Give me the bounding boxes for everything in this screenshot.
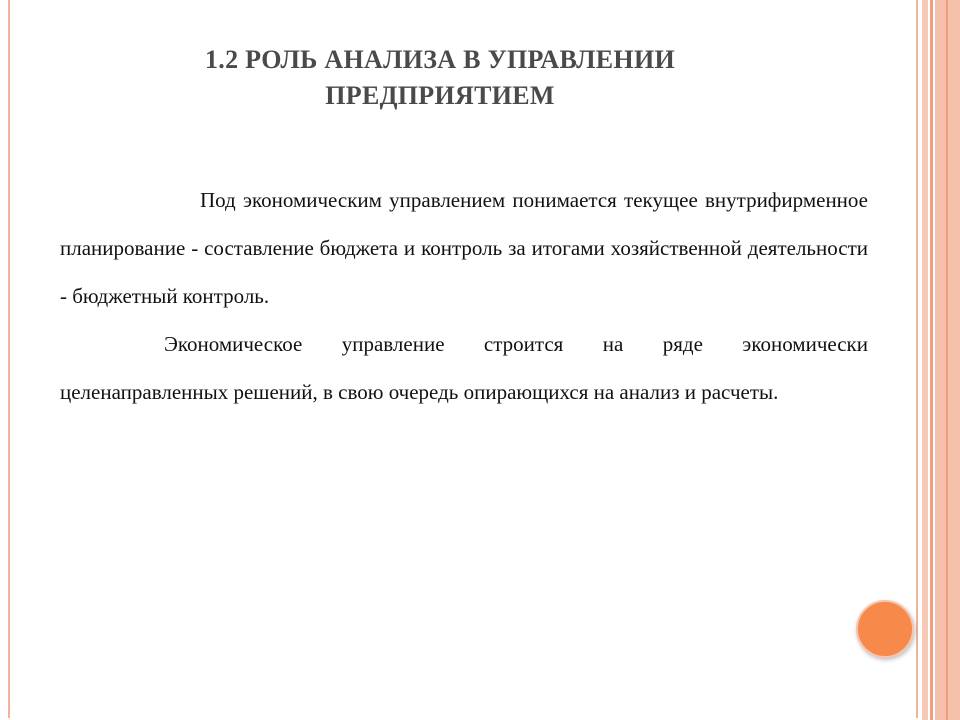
decorative-stripe <box>922 0 928 720</box>
decorative-stripe <box>930 0 933 720</box>
paragraph-economic-management-decisions: Экономическое управление строится на ряде экономически целенаправленных решений, в свою очередь опирающихся на анализ и расчеты. <box>60 332 868 404</box>
paragraph-economic-management-definition: Под экономическим управлением понимается текущее внутрифирменное планирование - составление бюджета и контроль за итогами хозяйственной деятельности - бюджетный контроль. <box>60 188 868 308</box>
slide-title: 1.2 РОЛЬ АНАЛИЗА В УПРАВЛЕНИИ ПРЕДПРИЯТИЕМ <box>204 45 675 110</box>
decorative-circle-icon <box>856 600 914 658</box>
slide-body <box>60 176 868 416</box>
decorative-stripe <box>946 0 948 720</box>
